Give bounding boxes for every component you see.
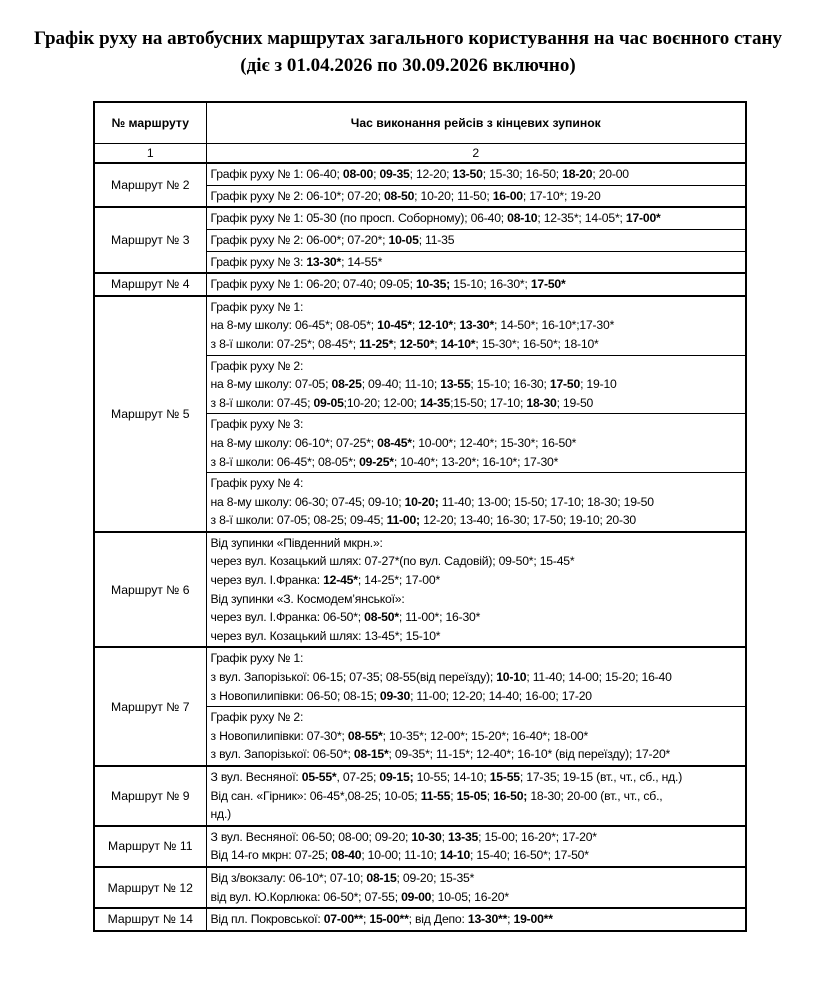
schedule-line: з 8-ї школи: 07-05; 08-25; 09-45; 11-00; 12-20; 13-40; 16-30; 17-50; 19-10; 20-30 [210, 513, 636, 528]
route-times-cell [206, 532, 746, 648]
schedule-line: на 8-му школу: 06-10*; 07-25*; 08-45*; 10-00*; 12-40*; 15-30*; 16-50* [210, 435, 577, 450]
header-times: Час виконання рейсів з кінцевих зупинок [206, 102, 746, 144]
schedule-line: через вул. Козацький шлях: 07-27*(по вул. Садовій); 09-50*; 15-45* [210, 554, 575, 569]
schedule-table [93, 101, 747, 932]
schedule-line: через вул. І.Франка: 06-50*; 08-50*; 11-00*; 16-30* [210, 610, 481, 625]
schedule-line: з 8-ї школи: 06-45*; 08-05*; 09-25*; 10-40*; 13-20*; 16-10*; 17-30* [210, 454, 559, 469]
schedule-line: З вул. Весняної: 05-55*, 07-25; 09-15; 10-55; 14-10; 15-55; 17-35; 19-15 (вт., чт., сб., нд.) [210, 770, 683, 784]
schedule-row [94, 826, 746, 867]
column-number-row [94, 144, 746, 164]
schedule-row [94, 867, 746, 908]
schedule-line: Від сан. «Гірник»: 06-45*,08-25; 10-05; 11-55; 15-05; 16-50; 18-30; 20-00 (вт., чт., сб., [210, 788, 663, 803]
header-route-number: № маршруту [94, 102, 206, 144]
schedule-line: на 8-му школу: 06-45*; 08-05*; 10-45*; 12-10*; 13-30*; 14-50*; 16-10*;17-30* [210, 318, 615, 333]
schedule-line: Графік руху № 1: [210, 651, 304, 666]
schedule-line: Від пл. Покровської: 07-00**; 15-00**; від Депо: 13-30**; 19-00** [210, 912, 553, 927]
schedule-line: Графік руху № 1: 06-20; 07-40; 09-05; 10-35; 15-10; 16-30*; 17-50* [210, 277, 566, 292]
schedule-line: Графік руху № 1: 05-30 (по просп. Соборному); 06-40; 08-10; 12-35*; 14-05*; 17-00* [210, 211, 661, 226]
schedule-line: з вул. Запорізької: 06-15; 07-35; 08-55(від переїзду); 10-10; 11-40; 14-00; 15-20; 16-40 [210, 670, 672, 685]
route-name: Маршрут № 11 [94, 826, 206, 867]
route-name: Маршрут № 2 [94, 163, 206, 207]
route-name: Маршрут № 3 [94, 207, 206, 273]
schedule-line: Графік руху № 1: 06-40; 08-00; 09-35; 12-20; 13-50; 15-30; 16-50; 18-20; 20-00 [210, 167, 629, 182]
column-number-2: 2 [206, 144, 746, 164]
schedule-line: через вул. І.Франка: 12-45*; 14-25*; 17-00* [210, 573, 440, 588]
schedule-line: Від з/вокзалу: 06-10*; 07-10; 08-15; 09-20; 15-35* [210, 870, 475, 885]
route-name: Маршрут № 4 [94, 273, 206, 296]
route-times-cell [206, 647, 746, 706]
schedule-row [94, 273, 746, 296]
route-times-cell [206, 867, 746, 908]
schedule-line: на 8-му школу: 06-30; 07-45; 09-10; 10-20; 11-40; 13-00; 15-50; 17-10; 18-30; 19-50 [210, 494, 654, 509]
schedule-line: З вул. Весняної: 06-50; 08-00; 09-20; 10-30; 13-35; 15-00; 16-20*; 17-20* [210, 829, 597, 844]
route-times-cell [206, 229, 746, 251]
route-times-cell [206, 414, 746, 473]
route-times-cell [206, 908, 746, 931]
route-times-cell [206, 707, 746, 766]
document-page [0, 26, 816, 932]
route-name: Маршрут № 5 [94, 296, 206, 532]
schedule-row [94, 207, 746, 229]
schedule-line: через вул. Козацький шлях: 13-45*; 15-10* [210, 628, 441, 643]
schedule-row [94, 296, 746, 355]
schedule-row [94, 163, 746, 185]
schedule-line: Графік руху № 2: [210, 358, 304, 373]
schedule-line: нд.) [210, 807, 231, 822]
schedule-line: Від 14-го мкрн: 07-25; 08-40; 10-00; 11-10; 14-10; 15-40; 16-50*; 17-50* [210, 848, 589, 863]
route-times-cell [206, 296, 746, 355]
schedule-line: на 8-му школу: 07-05; 08-25; 09-40; 11-10; 13-55; 15-10; 16-30; 17-50; 19-10 [210, 377, 617, 392]
schedule-line: з 8-ї школи: 07-45; 09-05;10-20; 12-00; 14-35;15-50; 17-10; 18-30; 19-50 [210, 395, 594, 410]
route-name: Маршрут № 9 [94, 766, 206, 826]
schedule-line: з вул. Запорізької: 06-50*; 08-15*; 09-35*; 11-15*; 12-40*; 16-10* (від переїзду); 17-20* [210, 747, 671, 762]
schedule-line: Графік руху № 2: 06-10*; 07-20; 08-50; 10-20; 11-50; 16-00; 17-10*; 19-20 [210, 188, 601, 203]
schedule-line: з Новопилипівки: 07-30*; 08-55*; 10-35*; 12-00*; 15-20*; 16-40*; 18-00* [210, 728, 589, 743]
schedule-row [94, 908, 746, 931]
route-times-cell [206, 273, 746, 296]
route-times-cell [206, 207, 746, 229]
route-times-cell [206, 355, 746, 414]
schedule-line: Графік руху № 2: [210, 710, 304, 725]
route-times-cell [206, 473, 746, 532]
schedule-line: Графік руху № 1: [210, 299, 304, 314]
route-name: Маршрут № 6 [94, 532, 206, 648]
route-times-cell [206, 163, 746, 185]
table-head [94, 102, 746, 163]
schedule-table-body [94, 163, 746, 931]
route-name: Маршрут № 14 [94, 908, 206, 931]
schedule-row [94, 766, 746, 826]
schedule-line: Графік руху № 4: [210, 476, 304, 491]
document-title [0, 26, 816, 79]
header-row [94, 102, 746, 144]
schedule-line: Графік руху № 3: 13-30*; 14-55* [210, 254, 383, 269]
title-line-2: (діє з 01.04.2026 по 30.09.2026 включно) [240, 54, 576, 76]
route-times-cell [206, 766, 746, 826]
route-times-cell [206, 251, 746, 273]
route-name: Маршрут № 7 [94, 647, 206, 766]
schedule-row [94, 532, 746, 648]
route-times-cell [206, 826, 746, 867]
schedule-line: від вул. Ю.Корлюка: 06-50*; 07-55; 09-00; 10-05; 16-20* [210, 889, 509, 904]
schedule-line: Від зупинки «Південний мкрн.»: [210, 535, 383, 550]
schedule-line: Графік руху № 3: [210, 417, 304, 432]
schedule-line: з 8-ї школи: 07-25*; 08-45*; 11-25*; 12-50*; 14-10*; 15-30*; 16-50*; 18-10* [210, 336, 599, 351]
title-line-1: Графік руху на автобусних маршрутах загального користування на час воєнного стану [34, 28, 782, 49]
schedule-line: з Новопилипівки: 06-50; 08-15; 09-30; 11-00; 12-20; 14-40; 16-00; 17-20 [210, 688, 592, 703]
schedule-line: Від зупинки «З. Космодем’янської»: [210, 591, 405, 606]
schedule-row [94, 647, 746, 706]
schedule-line: Графік руху № 2: 06-00*; 07-20*; 10-05; 11-35 [210, 232, 455, 247]
route-times-cell [206, 185, 746, 207]
column-number-1: 1 [94, 144, 206, 164]
route-name: Маршрут № 12 [94, 867, 206, 908]
